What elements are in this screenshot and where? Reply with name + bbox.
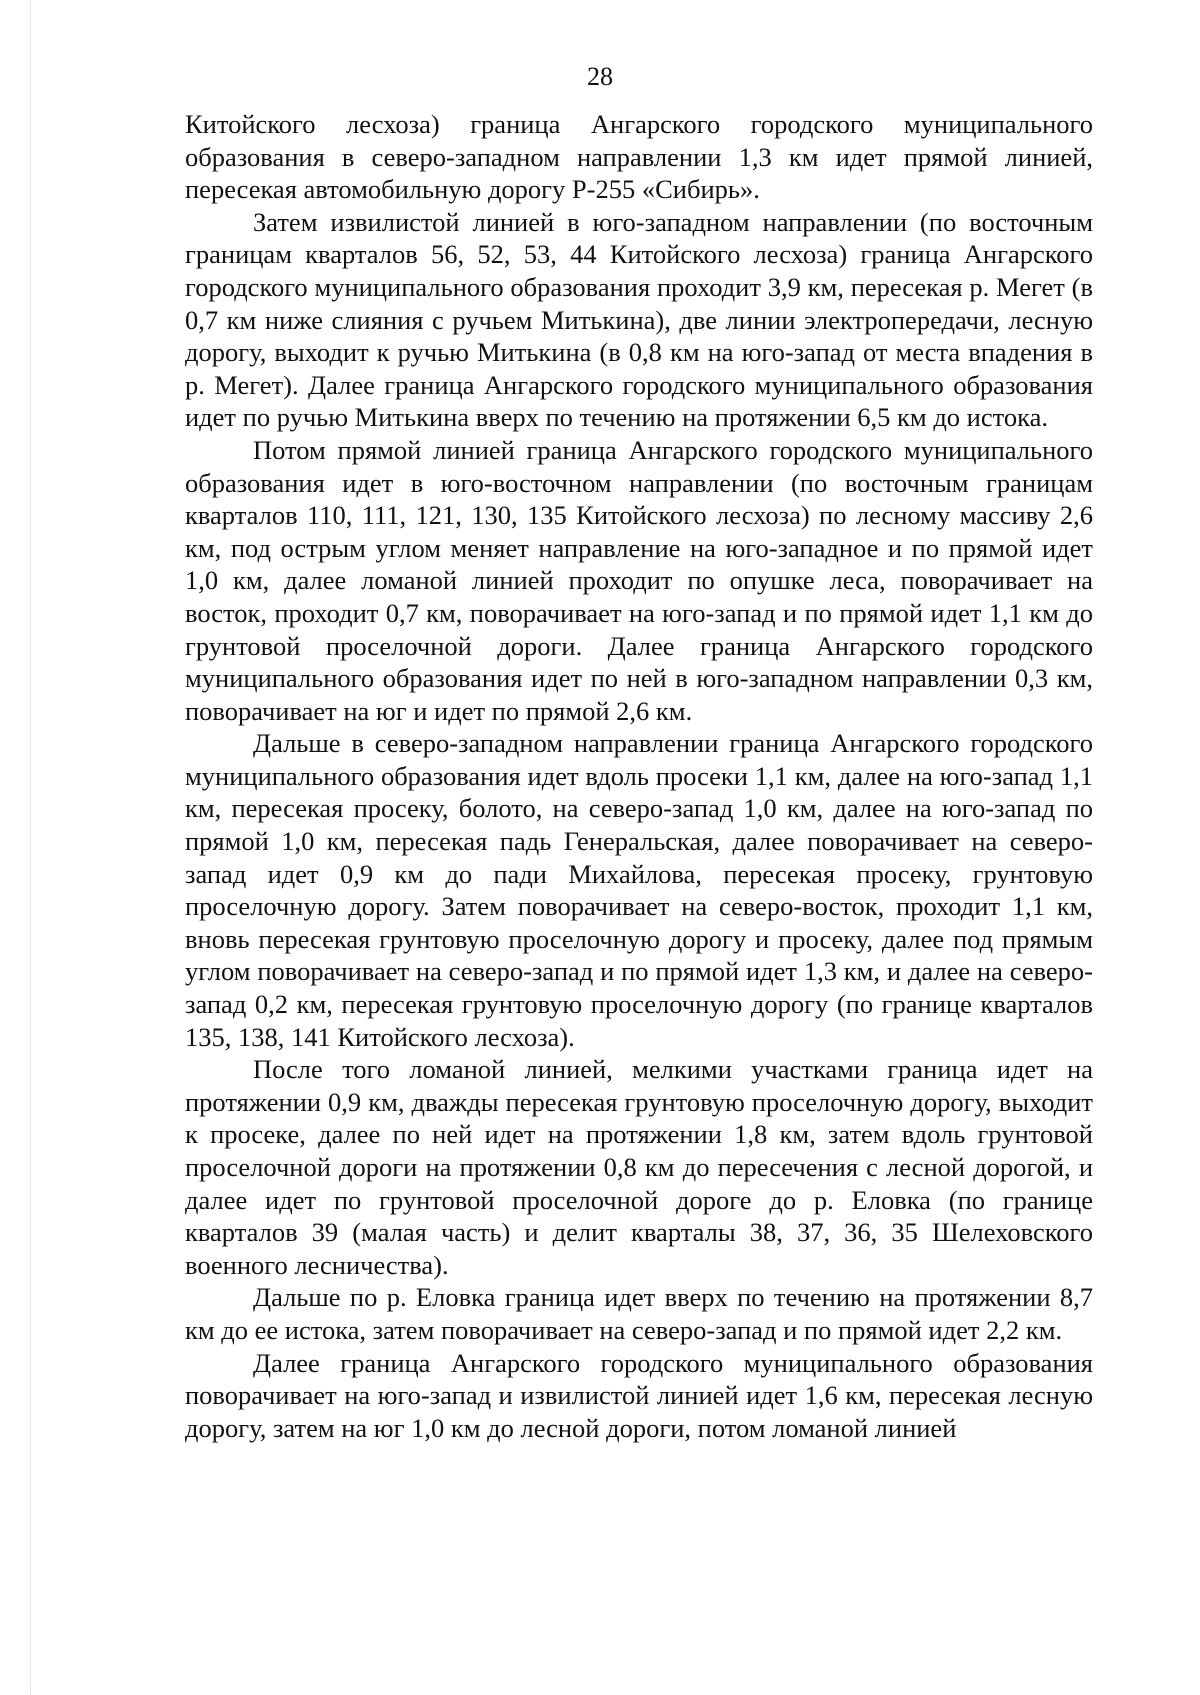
- paragraph-continuation: Китойского лесхоза) граница Ангарского городского муниципального образования в северо-западном направлении 1,3 км идет прямой линией, пересекая автомобильную дорогу Р-255 «Сибирь».: [185, 109, 1093, 205]
- paragraph: Дальше в северо-западном направлении граница Ангарского городского муниципального образования идет вдоль просеки 1,1 км, далее на юго-запад 1,1 км, пересекая просеку, болото, на северо-запад 1,0 км, далее на юго-запад по прямой 1,0 км, пересекая падь Генеральская, далее поворачивает на северо-запад идет 0,9 км до пади Михайлова, пересекая просеку, грунтовую проселочную дорогу. Затем поворачивает на северо-восток, проходит 1,1 км, вновь пересекая грунтовую проселочную дорогу и просеку, далее под прямым углом поворачивает на северо-запад и по прямой идет 1,3 км, и далее на северо-запад 0,2 км, пересекая грунтовую проселочную дорогу (по границе кварталов 135, 138, 141 Китойского лесхоза).: [185, 728, 1093, 1052]
- paragraph: Далее граница Ангарского городского муниципального образования поворачивает на юго-запад и извилистой линией идет 1,6 км, пересекая лесную дорогу, затем на юг 1,0 км до лесной дороги, потом ломаной линией: [185, 1347, 1093, 1443]
- paragraph: Затем извилистой линией в юго-западном направлении (по восточным границам кварталов 56, 52, 53, 44 Китойского лесхоза) граница Ангарского городского муниципального образования проходит 3,9 км, пересекая р. Мегет (в 0,7 км ниже слияния с ручьем Митькина), две линии электропередачи, лесную дорогу, выходит к ручью Митькина (в 0,8 км на юго-запад от места впадения в р. Мегет). Далее граница Ангарского городского муниципального образования идет по ручью Митькина вверх по течению на протяжении 6,5 км до истока.: [185, 206, 1093, 433]
- paragraph: Потом прямой линией граница Ангарского городского муниципального образования идет в юго-восточном направлении (по восточным границам кварталов 110, 111, 121, 130, 135 Китойского лесхоза) по лесному массиву 2,6 км, под острым углом меняет направление на юго-западное и по прямой идет 1,0 км, далее ломаной линией проходит по опушке леса, поворачивает на восток, проходит 0,7 км, поворачивает на юго-запад и по прямой идет 1,1 км до грунтовой проселочной дороги. Далее граница Ангарского городского муниципального образования идет по ней в юго-западном направлении 0,3 км, поворачивает на юг и идет по прямой 2,6 км.: [185, 434, 1093, 726]
- paragraph: Дальше по р. Еловка граница идет вверх по течению на протяжении 8,7 км до ее истока, затем поворачивает на северо-запад и по прямой идет 2,2 км.: [185, 1282, 1093, 1345]
- paragraph: После того ломаной линией, мелкими участками граница идет на протяжении 0,9 км, дважды пересекая грунтовую проселочную дорогу, выходит к просеке, далее по ней идет на протяжении 1,8 км, затем вдоль грунтовой проселочной дороги на протяжении 0,8 км до пересечения с лесной дорогой, и далее идет по грунтовой проселочной дороге до р. Еловка (по границе кварталов 39 (малая часть) и делит кварталы 38, 37, 36, 35 Шелеховского военного лесничества).: [185, 1054, 1093, 1280]
- scan-edge-dots: [30, 0, 31, 1695]
- document-body: [185, 108, 1093, 1444]
- page-number: 28: [587, 62, 613, 91]
